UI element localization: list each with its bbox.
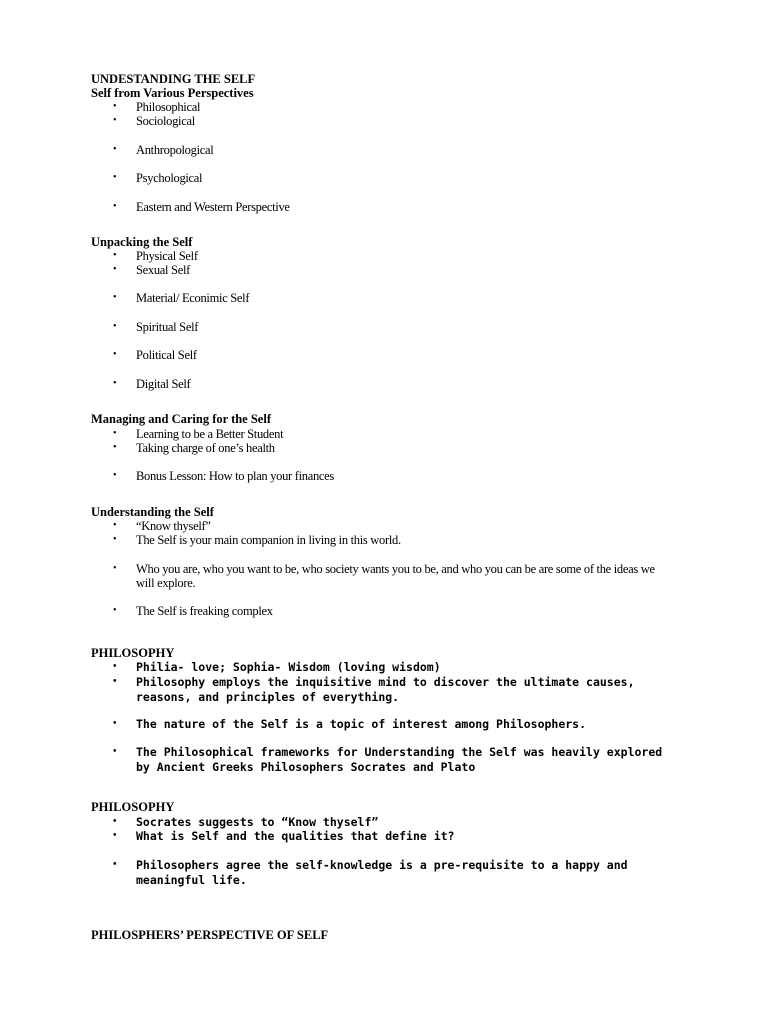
document-title: UNDESTANDING THE SELF: [91, 72, 256, 86]
list-item: • Digital Self: [113, 377, 191, 391]
bullet-icon: •: [113, 428, 117, 439]
section-heading-managing: Managing and Caring for the Self: [91, 412, 271, 426]
bullet-icon: •: [113, 859, 117, 870]
list-item: • Sexual Self: [113, 263, 190, 277]
list-item: • Eastern and Western Perspective: [113, 200, 290, 214]
bullet-icon: •: [113, 816, 117, 827]
list-item: • The Self is freaking complex: [113, 604, 273, 618]
bullet-icon: •: [113, 676, 117, 687]
bullet-icon: •: [113, 830, 117, 841]
section-heading-unpacking: Unpacking the Self: [91, 235, 193, 249]
bullet-icon: •: [113, 470, 117, 481]
bullet-icon: •: [113, 144, 117, 155]
bullet-icon: •: [113, 661, 117, 672]
list-item: • The Self is your main companion in living in this world.: [113, 533, 401, 547]
list-item: • What is Self and the qualities that define it?: [113, 829, 455, 843]
bullet-icon: •: [113, 321, 117, 332]
bullet-icon: •: [113, 442, 117, 453]
list-item: • Philosophical: [113, 100, 201, 114]
section-heading-perspectives: Self from Various Perspectives: [91, 86, 254, 100]
section-heading-understanding: Understanding the Self: [91, 505, 214, 519]
bullet-icon: •: [113, 201, 117, 212]
bullet-icon: •: [113, 746, 117, 757]
list-item: • Who you are, who you want to be, who society wants you to be, and who you can be are some of the ideas we will explore.: [113, 562, 655, 590]
list-item: • Taking charge of one’s health: [113, 441, 275, 455]
bullet-icon: •: [113, 101, 117, 112]
list-item: • Learning to be a Better Student: [113, 427, 284, 441]
list-item: • Psychological: [113, 171, 203, 185]
bullet-icon: •: [113, 563, 117, 574]
bullet-icon: •: [113, 292, 117, 303]
list-item: • Philosophy employs the inquisitive mind to discover the ultimate causes, reasons, and principles of everything.: [113, 675, 635, 704]
list-item: • Political Self: [113, 348, 197, 362]
section-heading-philosophy: PHILOSOPHY: [91, 646, 175, 660]
section-heading-philosophers-perspective: PHILOSPHERS’ PERSPECTIVE OF SELF: [91, 928, 329, 942]
list-item: • Physical Self: [113, 249, 198, 263]
list-item: • Spiritual Self: [113, 320, 199, 334]
bullet-icon: •: [113, 349, 117, 360]
bullet-icon: •: [113, 250, 117, 261]
bullet-icon: •: [113, 718, 117, 729]
bullet-icon: •: [113, 378, 117, 389]
bullet-icon: •: [113, 172, 117, 183]
list-item: • Sociological: [113, 114, 195, 128]
list-item: • Philia- love; Sophia- Wisdom (loving wisdom): [113, 660, 441, 674]
list-item: • Socrates suggests to “Know thyself”: [113, 815, 379, 829]
list-item: • Material/ Econimic Self: [113, 291, 250, 305]
bullet-icon: •: [113, 264, 117, 275]
bullet-icon: •: [113, 605, 117, 616]
list-item: • “Know thyself”: [113, 519, 211, 533]
bullet-icon: •: [113, 115, 117, 126]
list-item: • Philosophers agree the self-knowledge is a pre-requisite to a happy and meaningful life.: [113, 858, 628, 887]
list-item: • The Philosophical frameworks for Understanding the Self was heavily explored by Ancient Greeks Philosophers Socrates and Plato: [113, 745, 663, 774]
list-item: • Anthropological: [113, 143, 214, 157]
bullet-icon: •: [113, 520, 117, 531]
list-item: • Bonus Lesson: How to plan your finances: [113, 469, 334, 483]
bullet-icon: •: [113, 534, 117, 545]
section-heading-philosophy-2: PHILOSOPHY: [91, 800, 175, 814]
list-item: • The nature of the Self is a topic of interest among Philosophers.: [113, 717, 587, 731]
